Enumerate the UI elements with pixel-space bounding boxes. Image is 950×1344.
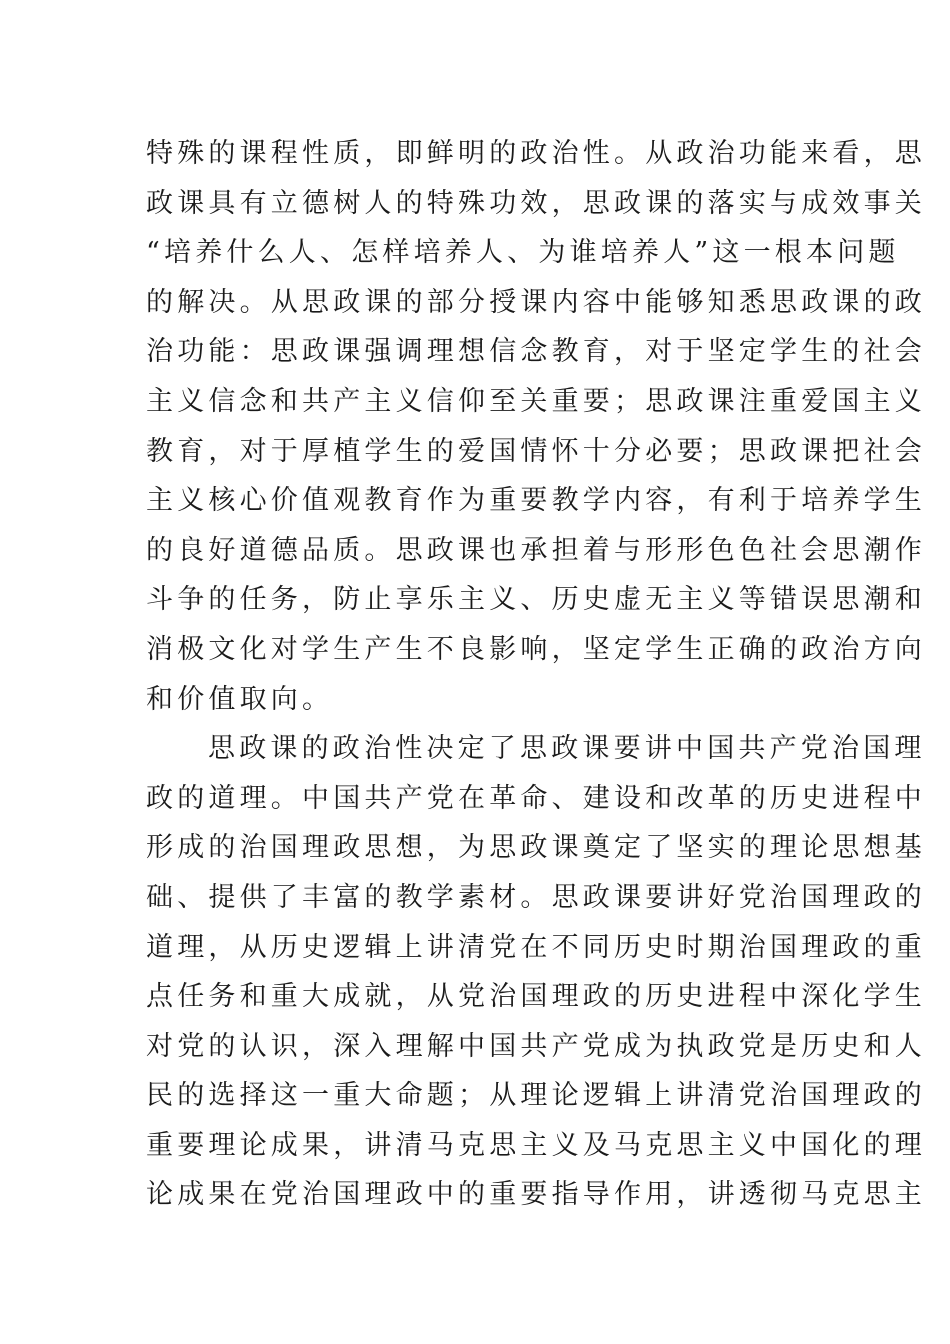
text-line: 教育，对于厚植学生的爱国情怀十分必要；思政课把社会 [146, 435, 926, 467]
text-line: 斗争的任务，防止享乐主义、历史虚无主义等错误思潮和 [146, 584, 926, 616]
text-line: 的解决。从思政课的部分授课内容中能够知悉思政课的政 [146, 286, 926, 318]
body-text [146, 129, 926, 1220]
text-line: 消极文化对学生产生不良影响，坚定学生正确的政治方向 [146, 633, 926, 665]
text-line: 的良好道德品质。思政课也承担着与形形色色社会思潮作 [146, 534, 926, 566]
text-line: 点任务和重大成就，从党治国理政的历史进程中深化学生 [146, 981, 926, 1013]
text-line: 主义核心价值观教育作为重要教学内容，有利于培养学生 [146, 485, 926, 517]
text-line: 政课具有立德树人的特殊功效，思政课的落实与成效事关 [146, 187, 926, 219]
text-line: 对党的认识，深入理解中国共产党成为执政党是历史和人 [146, 1030, 926, 1062]
text-line: “培养什么人、怎样培养人、为谁培养人”这一根本问题 [146, 237, 900, 269]
text-line: 治功能：思政课强调理想信念教育，对于坚定学生的社会 [146, 336, 926, 368]
text-line: 础、提供了丰富的教学素材。思政课要讲好党治国理政的 [146, 881, 926, 913]
text-line: 形成的治国理政思想，为思政课奠定了坚实的理论思想基 [146, 832, 926, 864]
text-line: 和价值取向。 [146, 683, 334, 715]
text-line: 政的道理。中国共产党在革命、建设和改革的历史进程中 [146, 782, 926, 814]
text-line: 道理，从历史逻辑上讲清党在不同历史时期治国理政的重 [146, 931, 926, 963]
text-line: 重要理论成果，讲清马克思主义及马克思主义中国化的理 [146, 1129, 926, 1161]
text-line: 论成果在党治国理政中的重要指导作用，讲透彻马克思主 [146, 1179, 926, 1211]
paragraph-start-line: 思政课的政治性决定了思政课要讲中国共产党治国理 [208, 733, 926, 765]
text-line: 特殊的课程性质，即鲜明的政治性。从政治功能来看，思 [146, 138, 926, 169]
text-line: 民的选择这一重大命题；从理论逻辑上讲清党治国理政的 [146, 1080, 926, 1112]
text-line: 主义信念和共产主义信仰至关重要；思政课注重爱国主义 [146, 385, 926, 417]
